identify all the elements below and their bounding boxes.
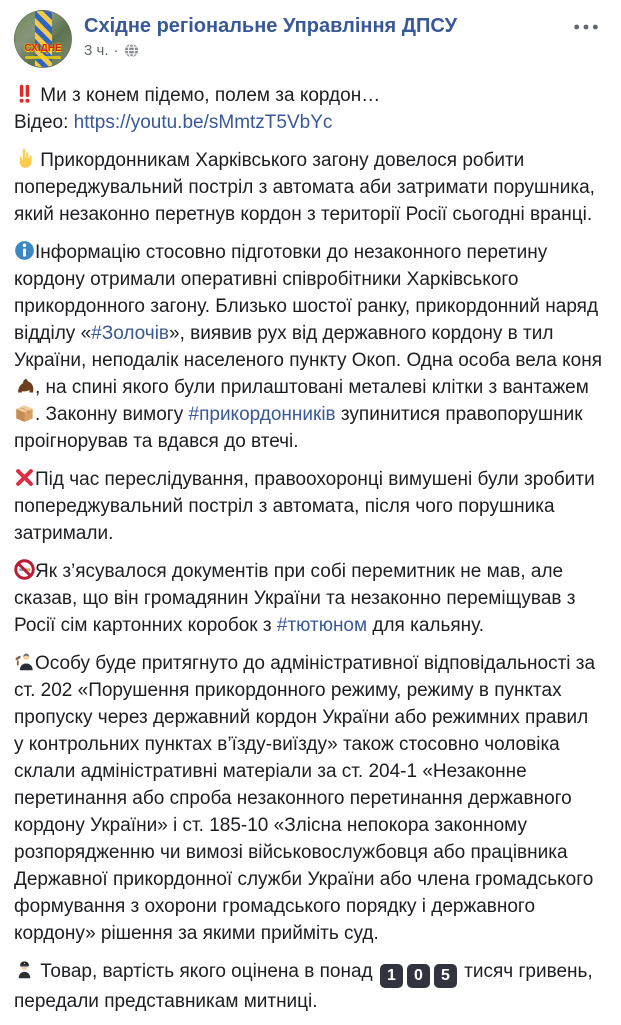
post-paragraph: Інформацію стосовно підготовки до незаконного перетину кордону отримали оперативні співробітники Харківського прикордонного загону. Близько шостої ранку, прикордонний наряд відділу «#Золочів», виявив рух від державного кордону в тил України, неподалік населеного пункту Окоп. Одна особа вела коня , на спині якого були прилаштовані металеві клітки з вантажем . Законну вимогу #прикордонників зупинитися правопорушник проігнорував та вдався до втечі. [14,242,602,452]
double-exclamation-icon [14,83,35,104]
meta-separator: · [113,42,119,59]
post-paragraph: Під час переслідування, правоохоронці вимушені були зробити попереджувальний постріл з автомата, після чого порушника затримали. [14,469,595,544]
post-body [0,70,621,1025]
point-up-icon [14,148,35,169]
keycap-digit-icon: 5 [434,964,457,988]
horse-icon [14,375,35,396]
post-paragraph: Як з’ясувалося документів при собі перемитник не мав, але сказав, що він громадянин України та незаконно переміщував з Росії сім картонних коробок з #тютюном для кальяну. [14,561,576,636]
post-meta [84,42,457,59]
post-link[interactable]: #тютюном [276,615,368,636]
post-link[interactable]: #прикордонників [188,404,336,425]
keycap-digit-icon: 1 [380,964,403,988]
post-options-menu-icon[interactable] [571,16,601,38]
post-link[interactable]: https://youtu.be/sMmtzT5VbYc [73,112,333,133]
post-paragraph: Товар, вартість якого оцінена в понад 1 0 5 тисяч гривень, передали представникам митниці. [14,961,593,1012]
post-paragraph: Прикордонникам Харківського загону довелося робити попереджувальний постріл з автомата аби затримати порушника, який незаконно перетнув кордон з території Росії сьогодні вранці. [14,150,595,225]
judge-icon [14,651,35,672]
page-name-link[interactable]: Східне регіональне Управління ДПСУ [84,15,458,37]
info-icon [14,240,35,261]
timestamp[interactable]: 3 ч. [84,42,109,59]
post-link[interactable]: #Золочів [91,323,170,344]
post-header [0,0,621,70]
post-paragraph: Особу буде притягнуто до адміністративної відповідальності за ст. 202 «Порушення прикордонного режиму, режиму в пунктах пропуску через державний кордон України або режимних правил у контрольних пунктах в’їзду-виїзду» також стосовно чоловіка склали адміністративні матеріали за ст. 204-1 «Незаконне перетинання або спроба незаконного перетинання державного кордону України» і ст. 185-10 «Злісна непокора законному розпорядженню чи вимозі військовослужбовця або працівника Державної прикордонної служби України або члена громадського формування з охорони громадського порядку і державного кордону» рішення за якими прийміть суд. [14,653,596,944]
package-icon [14,402,35,423]
avatar[interactable] [14,10,72,68]
avatar-label: СХІДНЕ [24,43,62,54]
keycap-digit-icon: 0 [407,964,430,988]
cross-mark-icon [14,467,35,488]
police-officer-icon [14,959,35,980]
avatar-caption-bar [25,56,61,59]
no-smoking-icon [14,559,35,580]
globe-icon [124,43,139,58]
post-paragraph: Ми з конем підемо, полем за кордон… Відео: https://youtu.be/sMmtzT5VbYc [14,85,381,133]
header-texts [84,10,457,59]
